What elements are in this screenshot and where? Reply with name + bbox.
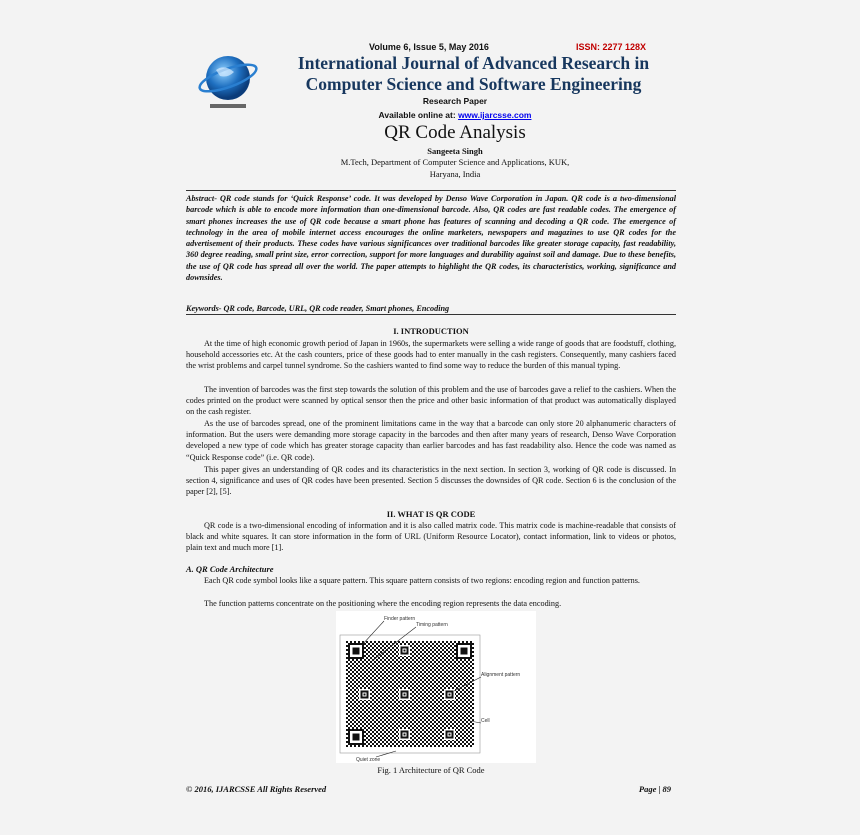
qr-paragraph-1: QR code is a two-dimensional encoding of information and it is also called matrix code. This matrix code is machine-readable that consists of black and white squares. It can store information in the form of URL (Uniform Resource Locator), contact information, link to videos or photos, plain text and much more [1]. bbox=[186, 521, 676, 553]
architecture-heading: A. QR Code Architecture bbox=[186, 564, 274, 574]
intro-paragraph-1: At the time of high economic growth period of Japan in 1960s, the supermarkets were selling a wide range of goods that are foodstuff, clothing, household accessories etc. At the cash counters, price of these goods had to enter manually in the cash registers. Consequently, many cashiers faced the wrist problems and carpel tunnel syndrome. So the cashiers wanted to find some way to reduce the burden of this manual typing. bbox=[186, 339, 676, 371]
volume-issue: Volume 6, Issue 5, May 2016 bbox=[369, 42, 489, 52]
abstract: Abstract- QR code stands for ‘Quick Response’ code. It was developed by Denso Wave Corporation in Japan. QR code is a two-dimensional barcode which is able to encode more information than one-dimensional barcode. Also, QR codes are fast readable codes. The emergence of smart phones increases the use of QR code because a smart phone has features of scanning and decoding a QR code. The emergence of technology in the area of mobile internet access encourages the online marketers, newspapers and magazines to use QR codes for the advertisement of their products. These codes have various significances over traditional barcodes like greater storage capacity, fast readability, 360 degree reading, small print size, error correction, support for more languages and durability against soil and damage. Due to these benefits, the use of QR code has spread all over the world. The paper attempts to highlight the QR codes, its characteristics, working, significance and downsides. bbox=[186, 190, 676, 283]
quiet-zone-label: Quiet zone bbox=[356, 757, 381, 763]
journal-header bbox=[186, 38, 676, 179]
journal-url-link[interactable]: www.ijarcsse.com bbox=[458, 110, 532, 120]
journal-title: International Journal of Advanced Research in Computer Science and Software Engineering bbox=[297, 53, 650, 94]
architecture-paragraph-1: Each QR code symbol looks like a square pattern. This square pattern consists of two regions: encoding region and function patterns. bbox=[204, 576, 640, 585]
author-name: Sangeeta Singh bbox=[427, 146, 483, 156]
qr-heading: II. WHAT IS QR CODE bbox=[386, 509, 476, 519]
finder-pattern-label: Finder pattern bbox=[384, 616, 416, 622]
intro-paragraph-4: This paper gives an understanding of QR codes and its characteristics in the next section. In section 3, working of QR code is discussed. In section 4, significance and uses of QR codes have been presented. Section 5 discusses the downsides of QR code. Section 6 is the conclusion of the paper [2], [5]. bbox=[186, 465, 676, 497]
keywords: Keywords- QR code, Barcode, URL, QR code reader, Smart phones, Encoding bbox=[186, 304, 676, 315]
issn-number: ISSN: 2277 128X bbox=[576, 42, 647, 52]
paper-type: Research Paper bbox=[422, 96, 488, 106]
timing-pattern-label: Timing pattern bbox=[416, 622, 448, 628]
intro-paragraph-2: The invention of barcodes was the first step towards the solution of this problem and the use of barcodes gave a relief to the cashiers. When the codes printed on the product were scanned by optical sensor then the price and other basic information of that product was automatically displayed on the cash register. bbox=[186, 385, 676, 417]
cell-label: Cell bbox=[481, 718, 490, 724]
affiliation-line-1: M.Tech, Department of Computer Science and Applications, KUK, bbox=[340, 157, 570, 167]
affiliation-line-2: Haryana, India bbox=[429, 169, 481, 179]
paper-title: QR Code Analysis bbox=[384, 122, 526, 143]
alignment-pattern-label: Alignment pattern bbox=[481, 672, 521, 678]
footer-page-number: Page | 89 bbox=[638, 784, 671, 794]
intro-heading: I. INTRODUCTION bbox=[393, 326, 469, 336]
figure-caption: Fig. 1 Architecture of QR Code bbox=[377, 765, 485, 775]
available-online: Available online at: www.ijarcsse.com bbox=[378, 110, 532, 120]
intro-paragraph-3: As the use of barcodes spread, one of the prominent limitations came in the way that a barcode can only store 20 alphanumeric characters of information. But the users were demanding more storage capacity in the barcodes and then after many years of research, Denso Wave Corporation developed a new type of code which has greater storage capacity than earlier barcodes and has fast readability also. Hence the code was named as “Quick Response code” (i.e. QR code). bbox=[186, 419, 676, 462]
footer-copyright: © 2016, IJARCSSE All Rights Reserved bbox=[186, 784, 327, 794]
qr-architecture-figure bbox=[336, 611, 536, 763]
architecture-paragraph-2: The function patterns concentrate on the positioning where the encoding region represents the data encoding. bbox=[204, 599, 562, 608]
